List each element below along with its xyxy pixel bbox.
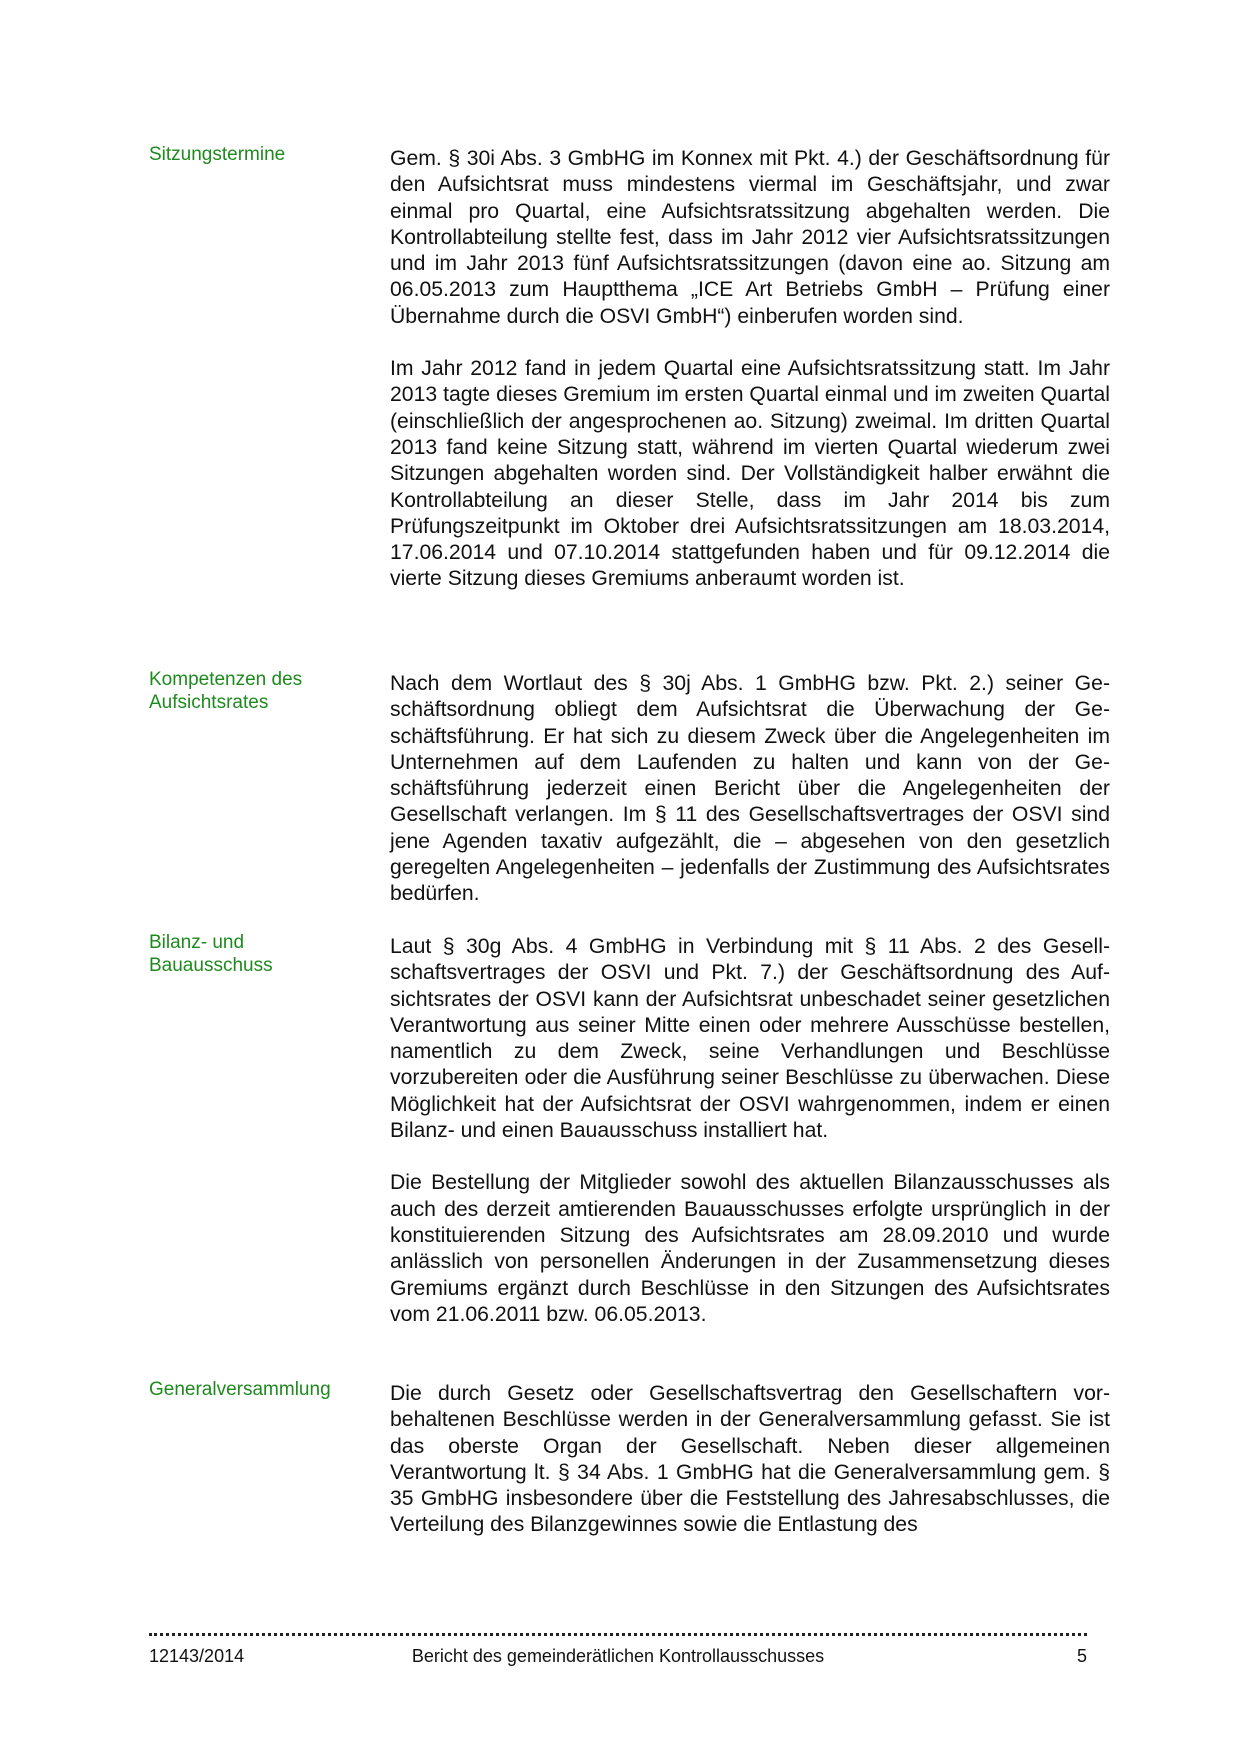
paragraph: Die durch Gesetz oder Gesellschaftsvertrag den Gesellschaftern vorbehaltenen Beschlüsse werden in der Generalversammlung gefasst. Sie ist das oberste Organ der Gesellschaft. Neben dieser allgemeinen Verantwortung lt. § 34 Abs. 1 GmbHG hat die Generalversammlung gem. § 35 GmbHG insbesondere über die Feststellung des Jahresabschlusses, die Verteilung des Bilanzgewinnes sowie die Entlastung des xyxy=(390,1382,1110,1537)
paragraph: Gem. § 30i Abs. 3 GmbHG im Konnex mit Pkt. 4.) der Geschäftsordnung für den Aufsichtsrat muss mindestens viermal im Geschäftsjahr, und zwar einmal pro Quartal, eine Aufsichtsratssitzung abgehalten werden. Die Kontrollabteilung stellte fest, dass im Jahr 2012 vier Aufsichtsratssitzungen und im Jahr 2013 fünf Aufsichtsratssitzungen (davon eine ao. Sitzung am 06.05.2013 zum Hauptthema „ICE Art Betriebs GmbH – Prüfung einer Übernahme durch die OSVI GmbH“) einberufen worden sind. xyxy=(390,147,1110,328)
side-label: Sitzungstermine xyxy=(149,144,286,165)
footer-title: Bericht des gemeinderätlichen Kontrollausschusses xyxy=(411,1646,825,1666)
paragraph: Die Bestellung der Mitglieder sowohl des aktuellen Bilanzausschusses als auch des derzeit amtierenden Bauausschusses erfolgte ursprünglich in der konstituierenden Sitzung des Aufsichtsrates am 28.09.2010 und wurde anlässlich von personellen Änderungen in der Zusammensetzung dieses Gremiums ergänzt durch Beschlüsse in den Sitzungen des Aufsichtsrates vom 21.06.2011 bzw. 06.05.2013. xyxy=(390,1171,1110,1326)
page-number: 5 xyxy=(1076,1646,1087,1666)
side-label: Generalversammlung xyxy=(149,1379,331,1400)
section-body xyxy=(390,671,1110,908)
paragraph: Laut § 30g Abs. 4 GmbHG in Verbindung mit § 11 Abs. 2 des Gesellschaftsvertrages der OSVI und Pkt. 7.) der Geschäftsordnung des Aufsichtsrates der OSVI kann der Aufsichtsrat unbeschadet seiner gesetzlichen Verantwortung aus seiner Mitte einen oder mehrere Ausschüsse bestellen, namentlich zu dem Zweck, seine Verhandlungen und Beschlüsse vorzubereiten oder die Ausführung seiner Beschlüsse zu überwachen. Diese Möglichkeit hat der Aufsichtsrat der OSVI wahrgenommen, indem er einen Bilanz- und einen Bauausschuss installiert hat. xyxy=(390,935,1110,1143)
document-reference: 12143/2014 xyxy=(149,1646,245,1666)
side-label: Kompetenzen des Aufsichtsrates xyxy=(149,669,303,713)
section-body xyxy=(390,934,1110,1328)
section-body xyxy=(390,1381,1110,1539)
paragraph: Nach dem Wortlaut des § 30j Abs. 1 GmbHG bzw. Pkt. 2.) seiner Geschäftsordnung obliegt dem Aufsichtsrat die Überwachung der Geschäftsführung. Er hat sich zu diesem Zweck über die Angelegenheiten im Unternehmen auf dem Laufenden zu halten und kann von der Geschäftsführung jederzeit einen Bericht über die Angelegenheiten der Gesellschaft verlangen. Im § 11 des Gesellschaftsvertrages der OSVI sind jene Agenden taxativ aufgezählt, die – abgesehen von den gesetzlich geregelten Angelegenheiten – jedenfalls der Zustimmung des Aufsichtsrates bedürfen. xyxy=(390,672,1110,906)
paragraph: Im Jahr 2012 fand in jedem Quartal eine Aufsichtsratssitzung statt. Im Jahr 2013 tagte dieses Gremium im ersten Quartal einmal und im zweiten Quartal (einschließlich der angesprochenen ao. Sitzung) zweimal. Im dritten Quartal 2013 fand keine Sitzung statt, während im vierten Quartal wiederum zwei Sitzungen abgehalten worden sind. Der Vollständigkeit halber erwähnt die Kontrollabteilung an dieser Stelle, dass im Jahr 2014 bis zum Prüfungszeitpunkt im Oktober drei Aufsichtsratssitzungen am 18.03.2014, 17.06.2014 und 07.10.2014 stattgefunden haben und für 09.12.2014 die vierte Sitzung dieses Gremiums anberaumt worden ist. xyxy=(390,357,1110,591)
section-body xyxy=(390,146,1110,593)
side-label: Bilanz- und Bauausschuss xyxy=(149,932,273,976)
footer-divider xyxy=(149,1633,1087,1636)
page-footer xyxy=(149,1645,1087,1671)
